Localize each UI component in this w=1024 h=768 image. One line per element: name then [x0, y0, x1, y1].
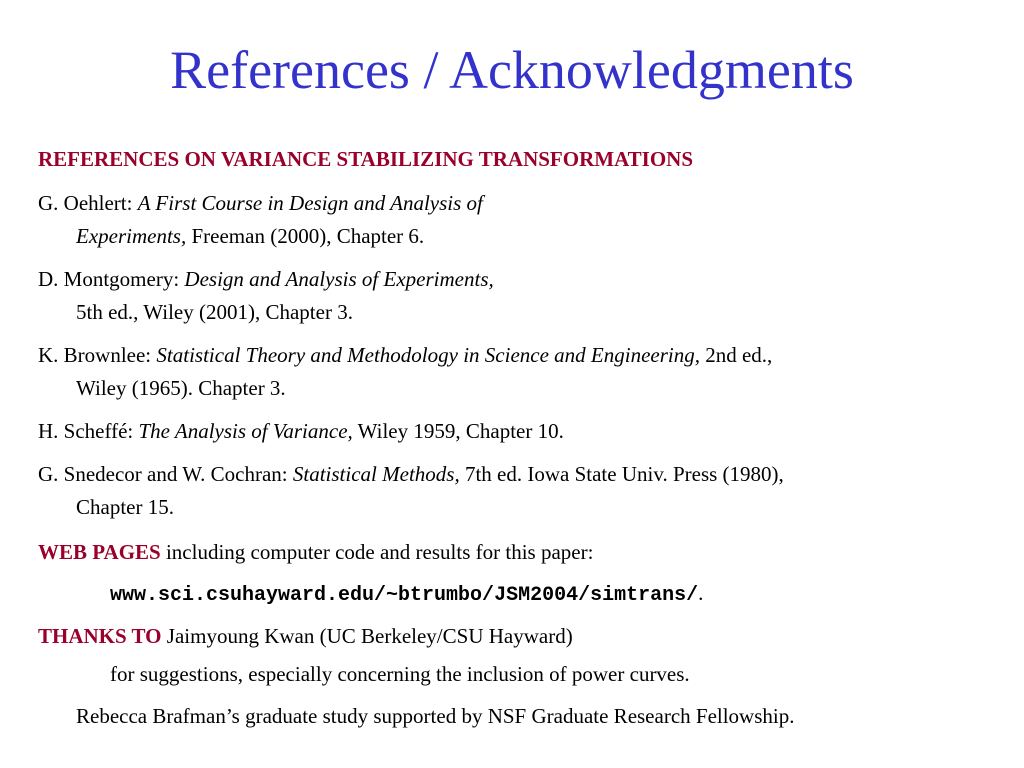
- reference-title: Statistical Methods,: [292, 462, 460, 486]
- web-pages-text: including computer code and results for this paper:: [165, 540, 594, 564]
- reference-title: Experiments,: [76, 224, 187, 248]
- reference-brownlee-line1: [38, 342, 772, 368]
- reference-title: Design and Analysis of Experiments,: [184, 267, 494, 291]
- web-url-line: [110, 580, 703, 609]
- reference-details: 7th ed. Iowa State Univ. Press (1980),: [464, 462, 784, 486]
- reference-oehlert-line1: [38, 190, 483, 216]
- reference-details: Freeman (2000), Chapter 6.: [191, 224, 425, 248]
- reference-title: The Analysis of Variance,: [138, 419, 353, 443]
- reference-montgomery-line2: 5th ed., Wiley (2001), Chapter 3.: [76, 300, 353, 324]
- web-url-suffix: .: [698, 581, 704, 605]
- web-url-link[interactable]: www.sci.csuhayward.edu/~btrumbo/JSM2004/simtrans/: [110, 584, 699, 607]
- reference-title: Statistical Theory and Methodology in Science and Engineering,: [156, 343, 700, 367]
- reference-snedecor-line2: Chapter 15.: [76, 495, 174, 519]
- web-pages-line: [38, 539, 593, 565]
- reference-author: G. Snedecor and W. Cochran:: [38, 462, 288, 486]
- references-heading: REFERENCES ON VARIANCE STABILIZING TRANSFORMATIONS: [38, 147, 694, 171]
- thanks-line: [38, 623, 573, 649]
- thanks-line3: Rebecca Brafman’s graduate study supported by NSF Graduate Research Fellowship.: [76, 704, 795, 728]
- reference-author: K. Brownlee:: [38, 343, 152, 367]
- reference-scheffe-line1: [38, 418, 564, 444]
- thanks-label: THANKS TO: [38, 624, 162, 648]
- thanks-text: Jaimyoung Kwan (UC Berkeley/CSU Hayward): [166, 624, 573, 648]
- reference-details: Wiley 1959, Chapter 10.: [357, 419, 564, 443]
- reference-montgomery-line1: [38, 266, 494, 292]
- thanks-line2: for suggestions, especially concerning the inclusion of power curves.: [110, 662, 690, 686]
- reference-title: A First Course in Design and Analysis of: [137, 191, 483, 215]
- web-pages-label: WEB PAGES: [38, 540, 161, 564]
- slide-title: References / Acknowledgments: [170, 40, 854, 100]
- reference-oehlert-line2: [76, 223, 424, 249]
- reference-author: H. Scheffé:: [38, 419, 134, 443]
- reference-details: 2nd ed.,: [705, 343, 773, 367]
- reference-snedecor-line1: [38, 461, 784, 487]
- reference-author: G. Oehlert:: [38, 191, 133, 215]
- reference-brownlee-line2: Wiley (1965). Chapter 3.: [76, 376, 286, 400]
- reference-author: D. Montgomery:: [38, 267, 180, 291]
